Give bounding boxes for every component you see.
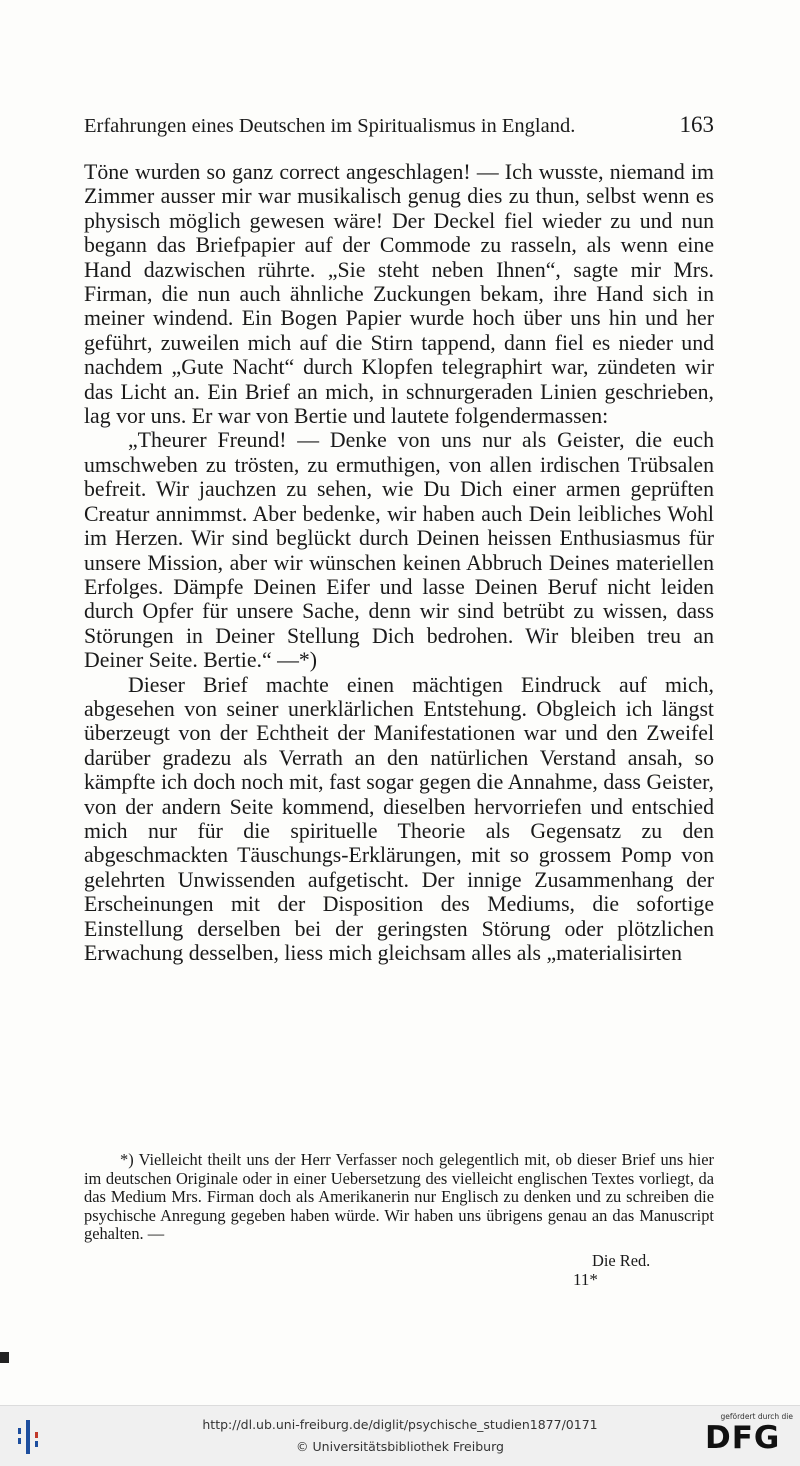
footnote xyxy=(84,1151,714,1244)
running-title: Erfahrungen eines Deutschen im Spiritualismus in England. xyxy=(84,115,576,137)
footnote-text: *) Vielleicht theilt uns der Herr Verfasser noch gelegentlich mit, ob dieser Brief uns hier im deutschen Originale oder in einer Uebersetzung des vielleicht englischen Textes vorliegt, da das Medium Mrs. Firman doch als Amerikanerin nur Englisch zu denken und zu schreiben die psychische Anregung gegeben haben würde. Wir haben uns übrigens genau an das Manuscript gehalten. — xyxy=(84,1150,714,1244)
dfg-wordmark: DFG xyxy=(705,1420,781,1456)
main-text xyxy=(84,160,714,965)
running-header xyxy=(84,112,714,138)
editor-signature: Die Red. xyxy=(592,1251,651,1270)
paragraph-3: Dieser Brief machte einen mächtigen Eindruck auf mich, abgesehen von seiner unerklärlichen Entstehung. Obgleich ich längst überzeugt von der Echtheit der Manifestationen war und den Zweifel darüber gradezu als Verrath an den natürlichen Verstand ansah, so kämpfte ich doch noch mit, fast sogar gegen die Annahme, dass Geister, von der andern Seite kommend, dieselben hervorriefen und entschied mich nur für die spirituelle Theorie als Gegensatz zu den abgeschmackten Täuschungs-Erklärungen, mit so grossem Pomp von gelehrten Unwissenden aufgetischt. Der innige Zusammenhang der Erscheinungen mit der Disposition des Mediums, die sofortige Einstellung derselben bei der geringsten Störung oder plötzlichen Erwachung desselben, liess mich gleichsam alles als „materialisirten xyxy=(84,672,714,965)
page-number: 163 xyxy=(679,112,714,137)
funding-note: gefördert durch die xyxy=(720,1412,793,1421)
viewer-footer xyxy=(0,1405,800,1466)
dfg-logo xyxy=(705,1412,793,1462)
paragraph-1: Töne wurden so ganz correct angeschlagen! — Ich wusste, niemand im Zimmer ausser mir war musikalisch genug dies zu thun, selbst wenn es physisch möglich gewesen wäre! Der Deckel fiel wieder zu und nun begann das Briefpapier auf der Commode zu rasseln, als wenn eine Hand dazwischen rührte. „Sie steht neben Ihnen“, sagte mir Mrs. Firman, die nun auch ähnliche Zuckungen bekam, ihre Hand sich in meiner windend. Ein Bogen Papier wurde hoch über uns hin und her geführt, zuweilen mich auf die Stirn tappend, dann fiel es nieder und nachdem „Gute Nacht“ durch Klopfen telegraphirt war, zündeten wir das Licht an. Ein Brief an mich, in schnurgeraden Linien geschrieben, lag vor uns. Er war von Bertie und lautete folgendermassen: xyxy=(84,160,714,429)
paragraph-letter: „Theurer Freund! — Denke von uns nur als Geister, die euch umschweben zu trösten, zu ermuthigen, von allen irdischen Trübsalen befreit. Wir jauchzen zu sehen, wie Du Dich einer armen geprüften Creatur annimmst. Aber bedenke, wir haben auch Dein leibliches Wohl im Herzen. Wir sind beglückt durch Deinen heissen Enthusiasmus für unsere Mission, aber wir wünschen keinen Abbruch Deines materiellen Erfolges. Dämpfe Deinen Eifer und lasse Deinen Beruf nicht leiden durch Opfer für unsere Sache, denn wir sind betrübt zu wissen, dass Störungen in Deiner Stellung Dich bedrohen. Wir bleiben treu an Deiner Seite. Bertie.“ —*) xyxy=(84,428,714,673)
scan-edge-mark xyxy=(0,1352,9,1363)
signature-mark: 11* xyxy=(573,1270,598,1289)
permalink-url[interactable]: http://dl.ub.uni-freiburg.de/diglit/psychische_studien1877/0171 xyxy=(202,1417,598,1432)
copyright-notice: © Universitätsbibliothek Freiburg xyxy=(296,1439,504,1454)
